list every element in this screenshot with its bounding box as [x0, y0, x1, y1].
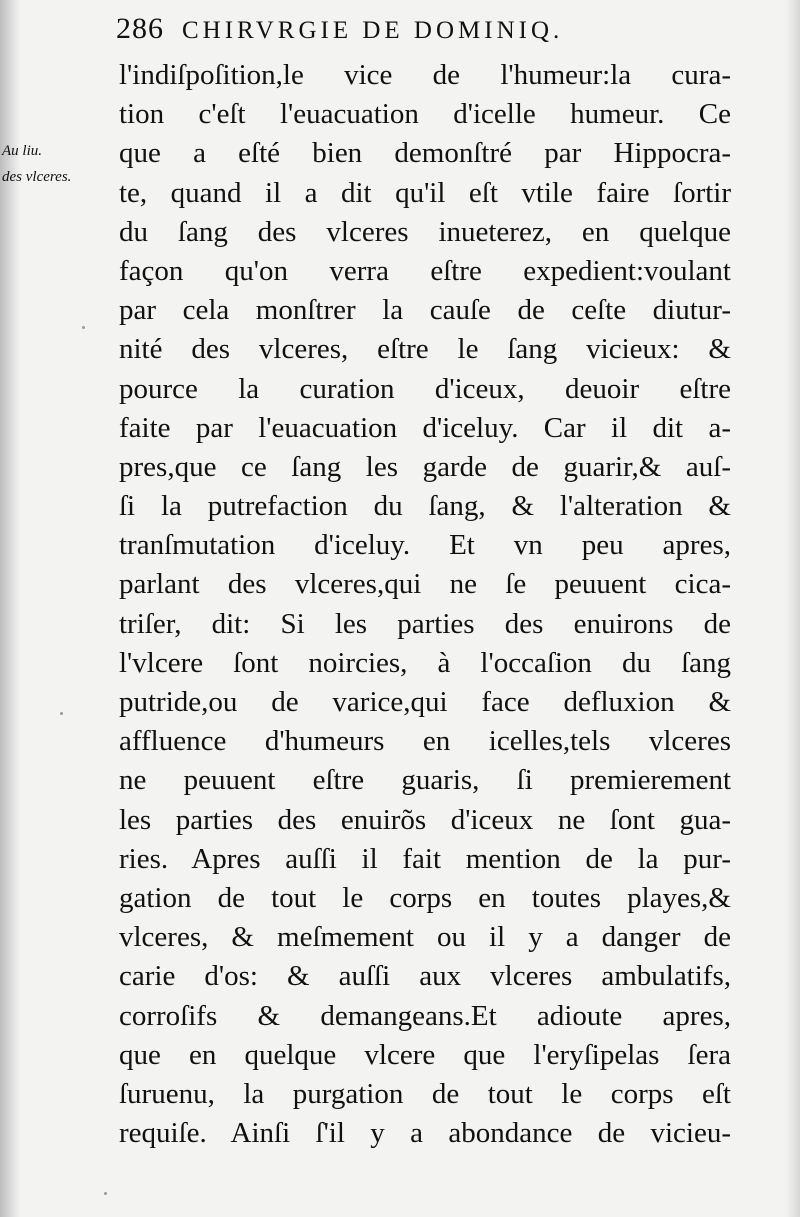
- text-line: vlceres, & meſmement ou il y a danger de: [119, 921, 731, 954]
- text-line: pource la curation d'iceux, deuoir eſtre: [119, 372, 731, 405]
- text-line: parlant des vlceres,qui ne ſe peuuent cica-: [119, 568, 731, 601]
- text-line: faite par l'euacuation d'iceluy. Car il dit a-: [119, 411, 731, 444]
- text-line: triſer, dit: Si les parties des enuirons de: [119, 607, 731, 640]
- paper-speck: [82, 326, 85, 329]
- margin-note-line: des vlceres.: [2, 169, 72, 185]
- page-number: 286: [116, 12, 164, 45]
- text-line: nité des vlceres, eſtre le ſang vicieux: &: [119, 333, 731, 366]
- text-line: tranſmutation d'iceluy. Et vn peu apres,: [119, 529, 731, 562]
- text-line: requiſe. Ainſi ſ'il y a abondance de vicieu-: [119, 1117, 731, 1150]
- paper-speck: [60, 712, 63, 715]
- margin-note-line: Au liu.: [2, 143, 42, 159]
- text-line: ſuruenu, la purgation de tout le corps eſt: [119, 1077, 731, 1110]
- text-line: l'indiſpoſition,le vice de l'humeur:la cura-: [119, 59, 731, 91]
- running-head: CHIRVRGIE DE DOMINIQ.: [182, 17, 564, 44]
- text-line: ſi la putrefaction du ſang, & l'alteration &: [119, 490, 731, 523]
- text-line: ne peuuent eſtre guaris, ſi premierement: [119, 764, 731, 797]
- text-line: affluence d'humeurs en icelles,tels vlceres: [119, 725, 731, 758]
- paper-speck: [104, 1192, 107, 1195]
- text-line: gation de tout le corps en toutes playes,&: [119, 881, 731, 914]
- text-line: par cela monſtrer la cauſe de ceſte diutur-: [119, 294, 731, 327]
- page-header: [116, 12, 716, 52]
- text-line: te, quand il a dit qu'il eſt vtile faire ſortir: [119, 176, 731, 209]
- text-line: que a eſté bien demonſtré par Hippocra-: [119, 137, 731, 170]
- page-edge: [786, 0, 800, 1217]
- margin-note: [2, 138, 114, 190]
- text-line: l'vlcere ſont noircies, à l'occaſion du ſang: [119, 646, 731, 679]
- text-line: corroſifs & demangeans.Et adioute apres,: [119, 999, 731, 1032]
- text-line: du ſang des vlceres inueterez, en quelque: [119, 215, 731, 248]
- text-line: pres,que ce ſang les garde de guarir,& auſ-: [119, 450, 731, 483]
- text-line: les parties des enuirõs d'iceux ne ſont gua-: [119, 803, 731, 836]
- text-line: que en quelque vlcere que l'eryſipelas ſera: [119, 1038, 731, 1071]
- text-line: carie d'os: & auſſi aux vlceres ambulatifs,: [119, 960, 731, 993]
- text-line: ries. Apres auſſi il fait mention de la pur-: [119, 842, 731, 875]
- text-line: tion c'eſt l'euacuation d'icelle humeur. Ce: [119, 98, 731, 131]
- text-line: façon qu'on verra eſtre expedient:voulant: [119, 254, 731, 287]
- body-text: [119, 56, 731, 1153]
- text-line: putride,ou de varice,qui face defluxion &: [119, 686, 731, 718]
